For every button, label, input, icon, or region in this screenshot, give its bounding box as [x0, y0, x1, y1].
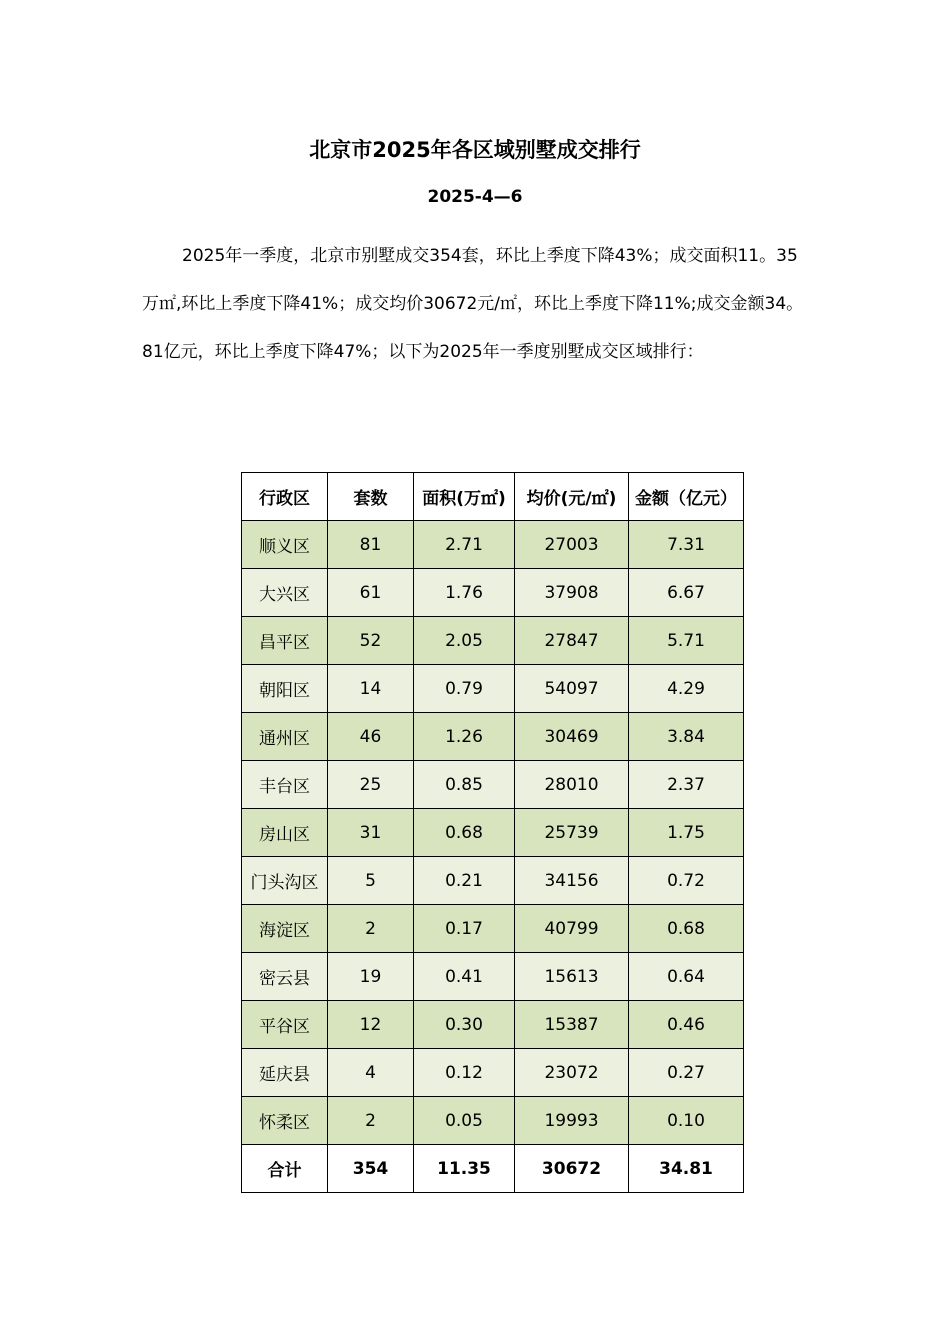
table-header-row — [242, 473, 744, 521]
table-row — [242, 809, 744, 857]
cell-units: 12 — [328, 1001, 414, 1049]
cell-avg-price: 40799 — [515, 905, 629, 953]
cell-amount: 0.46 — [629, 1001, 744, 1049]
cell-area: 0.30 — [414, 1001, 515, 1049]
cell-district: 怀柔区 — [242, 1097, 328, 1145]
cell-district: 通州区 — [242, 713, 328, 761]
header-amount: 金额（亿元） — [629, 473, 744, 521]
table-row — [242, 905, 744, 953]
cell-area: 1.76 — [414, 569, 515, 617]
cell-area: 0.68 — [414, 809, 515, 857]
cell-area: 0.85 — [414, 761, 515, 809]
cell-district: 丰台区 — [242, 761, 328, 809]
table-row — [242, 953, 744, 1001]
table-row — [242, 1049, 744, 1097]
document-date: 2025-4—6 — [427, 187, 523, 207]
cell-avg-price: 54097 — [515, 665, 629, 713]
cell-area: 0.05 — [414, 1097, 515, 1145]
cell-area: 2.05 — [414, 617, 515, 665]
cell-area: 0.21 — [414, 857, 515, 905]
header-units: 套数 — [328, 473, 414, 521]
cell-avg-price: 15613 — [515, 953, 629, 1001]
cell-area: 1.26 — [414, 713, 515, 761]
cell-avg-price: 23072 — [515, 1049, 629, 1097]
summary-paragraph: 2025年一季度，北京市别墅成交354套，环比上季度下降43%；成交面积11。35万㎡,环比上季度下降41%；成交均价30672元/㎡，环比上季度下降11%;成交金额34。81亿元，环比上季度下降47%；以下为2025年一季度别墅成交区域排行： — [142, 246, 804, 362]
table-row — [242, 713, 744, 761]
cell-district: 海淀区 — [242, 905, 328, 953]
cell-units: 61 — [328, 569, 414, 617]
header-area: 面积(万㎡) — [414, 473, 515, 521]
cell-units: 81 — [328, 521, 414, 569]
district-ranking-table — [241, 472, 744, 1193]
cell-amount: 1.75 — [629, 809, 744, 857]
cell-district: 朝阳区 — [242, 665, 328, 713]
total-cell-district: 合计 — [242, 1145, 328, 1193]
table-row — [242, 521, 744, 569]
cell-district: 昌平区 — [242, 617, 328, 665]
cell-amount: 0.10 — [629, 1097, 744, 1145]
cell-units: 14 — [328, 665, 414, 713]
total-cell-units: 354 — [328, 1145, 414, 1193]
table-row — [242, 1097, 744, 1145]
cell-units: 25 — [328, 761, 414, 809]
cell-amount: 3.84 — [629, 713, 744, 761]
cell-avg-price: 27003 — [515, 521, 629, 569]
cell-amount: 0.72 — [629, 857, 744, 905]
total-cell-avg-price: 30672 — [515, 1145, 629, 1193]
cell-district: 门头沟区 — [242, 857, 328, 905]
cell-units: 5 — [328, 857, 414, 905]
cell-district: 房山区 — [242, 809, 328, 857]
cell-avg-price: 28010 — [515, 761, 629, 809]
cell-avg-price: 34156 — [515, 857, 629, 905]
cell-amount: 2.37 — [629, 761, 744, 809]
cell-units: 46 — [328, 713, 414, 761]
cell-units: 52 — [328, 617, 414, 665]
cell-district: 平谷区 — [242, 1001, 328, 1049]
cell-amount: 6.67 — [629, 569, 744, 617]
cell-avg-price: 27847 — [515, 617, 629, 665]
total-cell-amount: 34.81 — [629, 1145, 744, 1193]
cell-avg-price: 37908 — [515, 569, 629, 617]
cell-area: 0.12 — [414, 1049, 515, 1097]
header-avg-price: 均价(元/㎡) — [515, 473, 629, 521]
cell-area: 0.79 — [414, 665, 515, 713]
cell-amount: 0.68 — [629, 905, 744, 953]
cell-district: 大兴区 — [242, 569, 328, 617]
cell-district: 顺义区 — [242, 521, 328, 569]
total-cell-area: 11.35 — [414, 1145, 515, 1193]
cell-district: 延庆县 — [242, 1049, 328, 1097]
cell-area: 0.41 — [414, 953, 515, 1001]
cell-amount: 7.31 — [629, 521, 744, 569]
table-total-row — [242, 1145, 744, 1193]
table-row — [242, 1001, 744, 1049]
cell-area: 2.71 — [414, 521, 515, 569]
cell-units: 4 — [328, 1049, 414, 1097]
cell-units: 2 — [328, 1097, 414, 1145]
cell-avg-price: 25739 — [515, 809, 629, 857]
table-row — [242, 761, 744, 809]
cell-avg-price: 15387 — [515, 1001, 629, 1049]
table-row — [242, 665, 744, 713]
cell-units: 2 — [328, 905, 414, 953]
table-row — [242, 569, 744, 617]
header-district: 行政区 — [242, 473, 328, 521]
cell-amount: 0.64 — [629, 953, 744, 1001]
cell-avg-price: 19993 — [515, 1097, 629, 1145]
cell-amount: 0.27 — [629, 1049, 744, 1097]
cell-district: 密云县 — [242, 953, 328, 1001]
table-row — [242, 857, 744, 905]
cell-avg-price: 30469 — [515, 713, 629, 761]
cell-amount: 5.71 — [629, 617, 744, 665]
cell-units: 31 — [328, 809, 414, 857]
cell-units: 19 — [328, 953, 414, 1001]
document-title: 北京市2025年各区域别墅成交排行 — [309, 138, 641, 162]
table-row — [242, 617, 744, 665]
cell-area: 0.17 — [414, 905, 515, 953]
cell-amount: 4.29 — [629, 665, 744, 713]
